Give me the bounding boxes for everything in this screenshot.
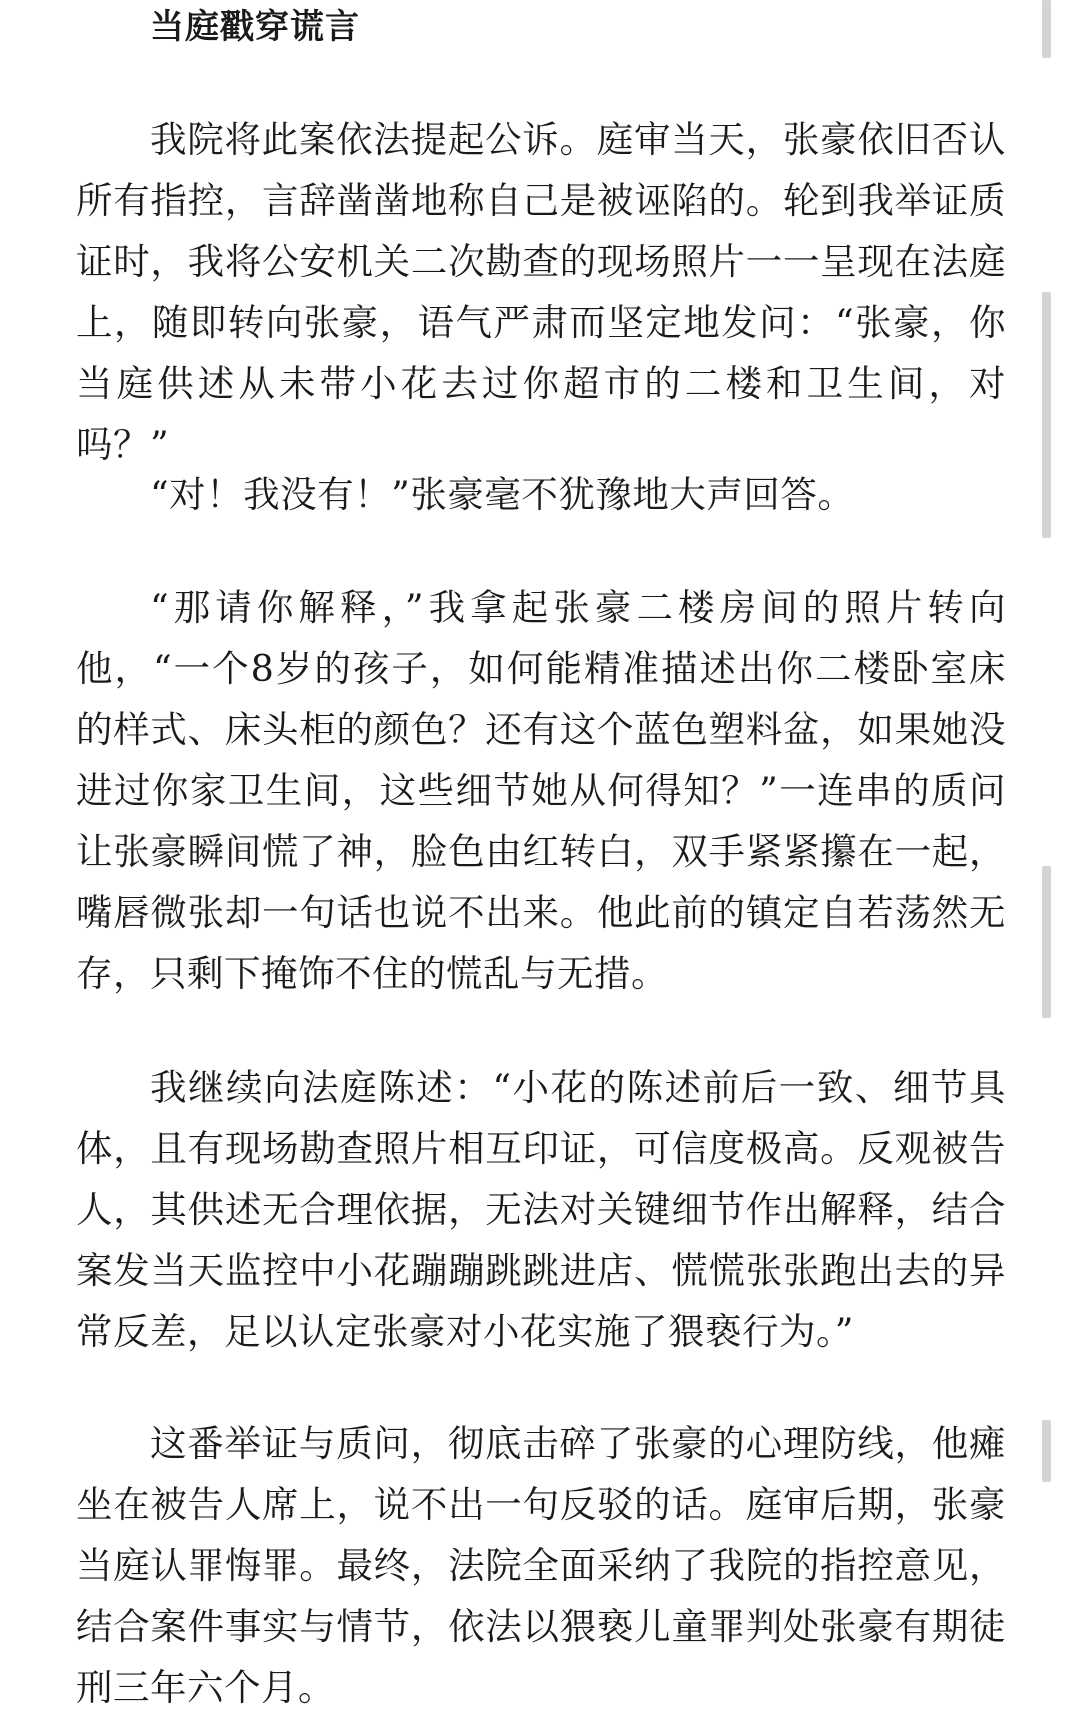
section-heading: 当庭戳穿谎言 xyxy=(150,7,360,47)
paragraph-verdict: 这番举证与质问，彻底击碎了张豪的心理防线，他瘫坐在被告人席上，说不出一句反驳的话。庭审后期，张豪当庭认罪悔罪。最终，法院全面采纳了我院的指控意见，结合案件事实与情节，依法以猥亵儿童罪判处张豪有期徒刑三年六个月。 xyxy=(76,1422,1006,1709)
scroll-indicator xyxy=(1042,0,1051,58)
paragraph-questioning: “那请你解释，”我拿起张豪二楼房间的照片转向他，“一个8岁的孩子，如何能精准描述出你二楼卧室床的样式、床头柜的颜色？还有这个蓝色塑料盆，如果她没进过你家卫生间，这些细节她从何得知？”一连串的质问让张豪瞬间慌了神，脸色由红转白，双手紧紧攥在一起，嘴唇微张却一句话也说不出来。他此前的镇定自若荡然无存，只剩下掩饰不住的慌乱与无措。 xyxy=(76,586,1006,995)
paragraph-indictment: 我院将此案依法提起公诉。庭审当天，张豪依旧否认所有指控，言辞凿凿地称自己是被诬陷的。轮到我举证质证时，我将公安机关二次勘查的现场照片一一呈现在法庭上，随即转向张豪，语气严肃而坚定地发问：“张豪，你当庭供述从未带小花去过你超市的二楼和卫生间，对吗？” xyxy=(76,118,1006,466)
paragraph-denial: “对！我没有！”张豪毫不犹豫地大声回答。 xyxy=(150,473,855,516)
paragraph-statement: 我继续向法庭陈述：“小花的陈述前后一致、细节具体，且有现场勘查照片相互印证，可信度极高。反观被告人，其供述无合理依据，无法对关键细节作出解释，结合案发当天监控中小花蹦蹦跳跳进店、慌慌张张跑出去的异常反差，足以认定张豪对小花实施了猥亵行为。” xyxy=(76,1066,1006,1353)
scroll-indicator xyxy=(1042,866,1051,1018)
scroll-indicator xyxy=(1042,292,1051,538)
scroll-indicator xyxy=(1042,1420,1051,1482)
